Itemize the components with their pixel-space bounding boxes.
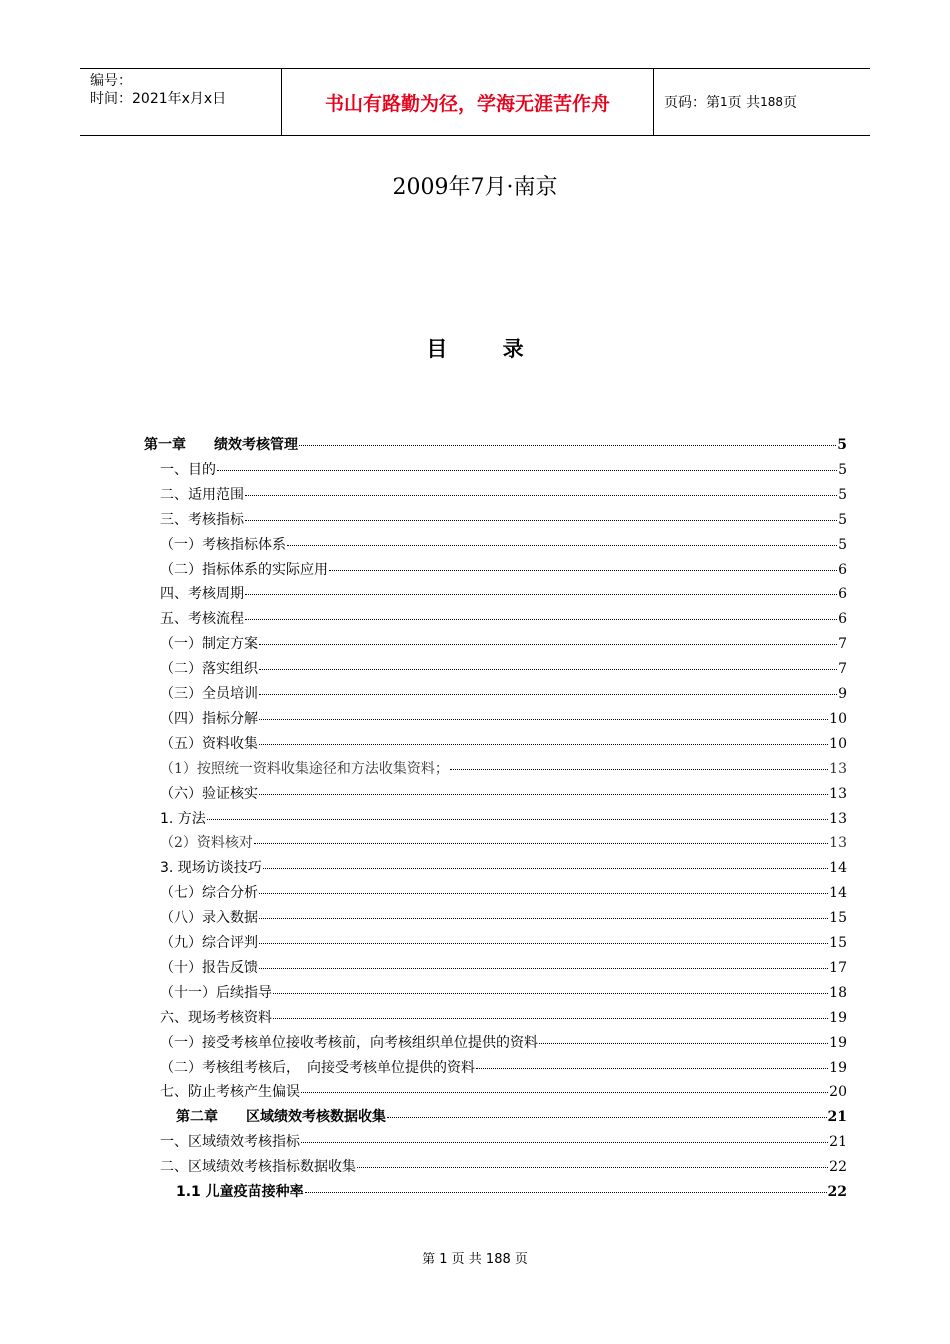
toc-entry-label: 五、考核流程 — [160, 611, 244, 628]
toc-entry-page: 9 — [838, 686, 847, 702]
toc-entry-page: 22 — [827, 1184, 847, 1200]
toc-entry-label: （四）指标分解 — [160, 710, 258, 727]
toc-entry-leader — [259, 918, 828, 919]
toc-title-char-2: 录 — [502, 337, 524, 361]
toc-entry-leader — [259, 669, 837, 670]
toc-entry[interactable] — [160, 907, 847, 929]
toc-entry-leader — [273, 1018, 828, 1019]
toc-entry-label: （十一）后续指导 — [160, 984, 272, 1001]
time-label: 时间：2021年x月x日 — [90, 91, 227, 107]
toc-entry[interactable] — [160, 1131, 847, 1153]
toc-entry-leader — [259, 893, 828, 894]
toc-entry-leader — [539, 1043, 828, 1044]
toc-entry-page: 17 — [829, 959, 847, 976]
toc-entry[interactable] — [160, 1057, 847, 1079]
toc-entry-page: 20 — [829, 1084, 847, 1101]
toc-entry-leader — [259, 744, 828, 745]
page-total: 188 — [760, 95, 783, 109]
toc-entry-leader — [387, 1117, 827, 1118]
toc-entry-page: 5 — [837, 437, 847, 453]
toc-entry-leader — [299, 445, 836, 446]
toc-entry[interactable] — [160, 583, 847, 605]
toc-entry[interactable] — [160, 534, 847, 556]
toc-entry-leader — [207, 819, 828, 820]
toc-entry-page: 10 — [829, 735, 847, 752]
toc-entry-leader — [301, 1142, 828, 1143]
toc-entry-leader — [305, 1192, 827, 1193]
toc-entry-page: 7 — [838, 661, 847, 678]
toc-entry[interactable] — [160, 559, 847, 581]
toc-entry[interactable] — [160, 957, 847, 979]
toc-entry-page: 5 — [838, 511, 847, 528]
toc-entry-page: 13 — [829, 760, 847, 777]
page-current: 1 — [720, 95, 728, 109]
toc-entry-leader — [450, 769, 828, 770]
page-suffix: 页 — [783, 95, 797, 111]
toc-entry[interactable] — [160, 1081, 847, 1103]
toc-entry[interactable] — [160, 509, 847, 531]
toc-entry-leader — [357, 1167, 828, 1168]
toc-entry-label: 四、考核周期 — [160, 586, 244, 603]
toc-entry-leader — [259, 943, 828, 944]
toc-entry[interactable] — [160, 982, 847, 1004]
toc-entry-page: 15 — [829, 910, 847, 927]
toc-entry-label: （2）资料核对 — [160, 835, 253, 852]
toc-entry-page: 19 — [829, 1059, 847, 1076]
toc-entry-label: （一）接受考核单位接收考核前，向考核组织单位提供的资料 — [160, 1034, 538, 1051]
toc-entry-label: （三）全员培训 — [160, 686, 258, 702]
toc-entry[interactable] — [160, 608, 847, 630]
page-mid: 页 共 — [727, 95, 761, 111]
toc-entry-leader — [287, 545, 837, 546]
toc-entry[interactable] — [160, 633, 847, 655]
toc-entry-page: 19 — [829, 1034, 847, 1051]
toc-entry-leader — [259, 968, 828, 969]
dateline: 2009年7月·南京 — [392, 175, 558, 200]
toc-entry-leader — [245, 520, 837, 521]
toc-entry[interactable] — [160, 808, 847, 830]
toc-entry-label: 七、防止考核产生偏误 — [160, 1084, 300, 1101]
toc-entry-label: 1. 方法 — [160, 810, 206, 827]
toc-entry-leader — [254, 843, 828, 844]
toc-entry-label: （一）制定方案 — [160, 636, 258, 653]
toc-entry-label: 六、现场考核资料 — [160, 1009, 272, 1026]
toc-entry[interactable] — [160, 882, 847, 904]
toc-entry-leader — [273, 993, 828, 994]
header-meta-cell — [80, 69, 281, 135]
toc-entry-page: 10 — [829, 710, 847, 727]
toc-entry[interactable] — [160, 1032, 847, 1054]
toc-entry-leader — [245, 619, 837, 620]
toc-entry-label: （十）报告反馈 — [160, 959, 258, 976]
toc-entry-page: 21 — [827, 1109, 847, 1126]
toc-entry-label: 第一章 绩效考核管理 — [144, 437, 298, 453]
toc-entry-page: 14 — [829, 885, 847, 902]
toc-entry-label: 3. 现场访谈技巧 — [160, 860, 262, 877]
header-page-info — [654, 69, 870, 135]
toc-entry-leader — [259, 794, 828, 795]
toc-entry[interactable] — [160, 683, 847, 705]
toc-entry-label: （七）综合分析 — [160, 885, 258, 902]
toc-entry-label: （二）落实组织 — [160, 661, 258, 678]
toc-entry[interactable] — [176, 1181, 847, 1203]
toc-entry-label: （九）综合评判 — [160, 935, 258, 951]
toc-entry[interactable] — [160, 658, 847, 680]
toc-entry-label: 一、区域绩效考核指标 — [160, 1134, 300, 1151]
toc-entry-label: 一、目的 — [160, 461, 216, 478]
toc-entry[interactable] — [176, 1106, 847, 1128]
toc-entry-leader — [301, 1092, 828, 1093]
toc-entry-label: 1.1 儿童疫苗接种率 — [176, 1184, 304, 1200]
toc-entry-leader — [476, 1068, 828, 1069]
toc-entry-page: 6 — [838, 561, 847, 578]
toc-entry-page: 15 — [829, 935, 847, 951]
toc-entry-leader — [263, 868, 828, 869]
toc-entry[interactable] — [160, 484, 847, 506]
header-table — [80, 68, 870, 136]
toc-entry[interactable] — [160, 459, 847, 481]
toc-entry-page: 7 — [838, 636, 847, 653]
toc-entry-page: 5 — [838, 536, 847, 553]
toc-entry-label: （二）指标体系的实际应用 — [160, 561, 328, 578]
toc-entry[interactable] — [160, 1007, 847, 1029]
toc-entry-page: 22 — [829, 1159, 847, 1176]
toc-entry-label: 三、考核指标 — [160, 511, 244, 528]
toc-entry-leader — [329, 570, 837, 571]
toc-entry-leader — [217, 470, 837, 471]
toc-entry[interactable] — [160, 783, 847, 805]
toc-entry-page: 18 — [829, 984, 847, 1001]
toc-entry-page: 19 — [829, 1009, 847, 1026]
toc-entry-leader — [259, 719, 828, 720]
toc-entry-page: 13 — [829, 835, 847, 852]
toc-title — [0, 333, 950, 363]
toc-entry[interactable] — [160, 857, 847, 879]
toc-entry-label: 第二章 区域绩效考核数据收集 — [176, 1109, 386, 1126]
toc-entry-leader — [245, 594, 837, 595]
toc-entry[interactable] — [160, 932, 847, 954]
toc-entry-page: 6 — [838, 611, 847, 628]
toc-entry-label: 二、区域绩效考核指标数据收集 — [160, 1159, 356, 1176]
toc-entry-page: 5 — [838, 461, 847, 478]
toc-entry-page: 14 — [829, 860, 847, 877]
toc-entry[interactable] — [144, 434, 847, 456]
toc-entry-label: （一）考核指标体系 — [160, 536, 286, 553]
toc-entry-label: （1）按照统一资料收集途径和方法收集资料； — [160, 760, 449, 777]
toc-entry-label: （八）录入数据 — [160, 910, 258, 927]
toc-entry-page: 13 — [829, 785, 847, 802]
toc-entry-leader — [245, 495, 837, 496]
toc-entry-leader — [259, 644, 837, 645]
toc-entry-label: （五）资料收集 — [160, 735, 258, 752]
header-motto: 书山有路勤为径，学海无涯苦作舟 — [281, 69, 654, 135]
toc-entry[interactable] — [160, 1156, 847, 1178]
toc-entry-page: 13 — [829, 810, 847, 827]
toc-entry[interactable] — [160, 733, 847, 755]
toc-entry-label: 二、适用范围 — [160, 486, 244, 503]
toc-entry-leader — [259, 694, 837, 695]
toc-title-char-1: 目 — [426, 337, 448, 361]
page-footer: 第 1 页 共 188 页 — [422, 1252, 528, 1267]
toc-entry-page: 6 — [838, 586, 847, 603]
toc-entry[interactable] — [160, 708, 847, 730]
toc-entry[interactable] — [160, 758, 847, 780]
toc-entry-page: 5 — [838, 486, 847, 503]
number-label: 编号： — [90, 73, 132, 89]
page-prefix: 页码：第 — [664, 95, 720, 111]
toc-entry-label: （二）考核组考核后， 向接受考核单位提供的资料 — [160, 1059, 475, 1076]
toc-entry[interactable] — [160, 832, 847, 854]
toc-entry-page: 21 — [829, 1134, 847, 1151]
toc-entry-label: （六）验证核实 — [160, 785, 258, 802]
